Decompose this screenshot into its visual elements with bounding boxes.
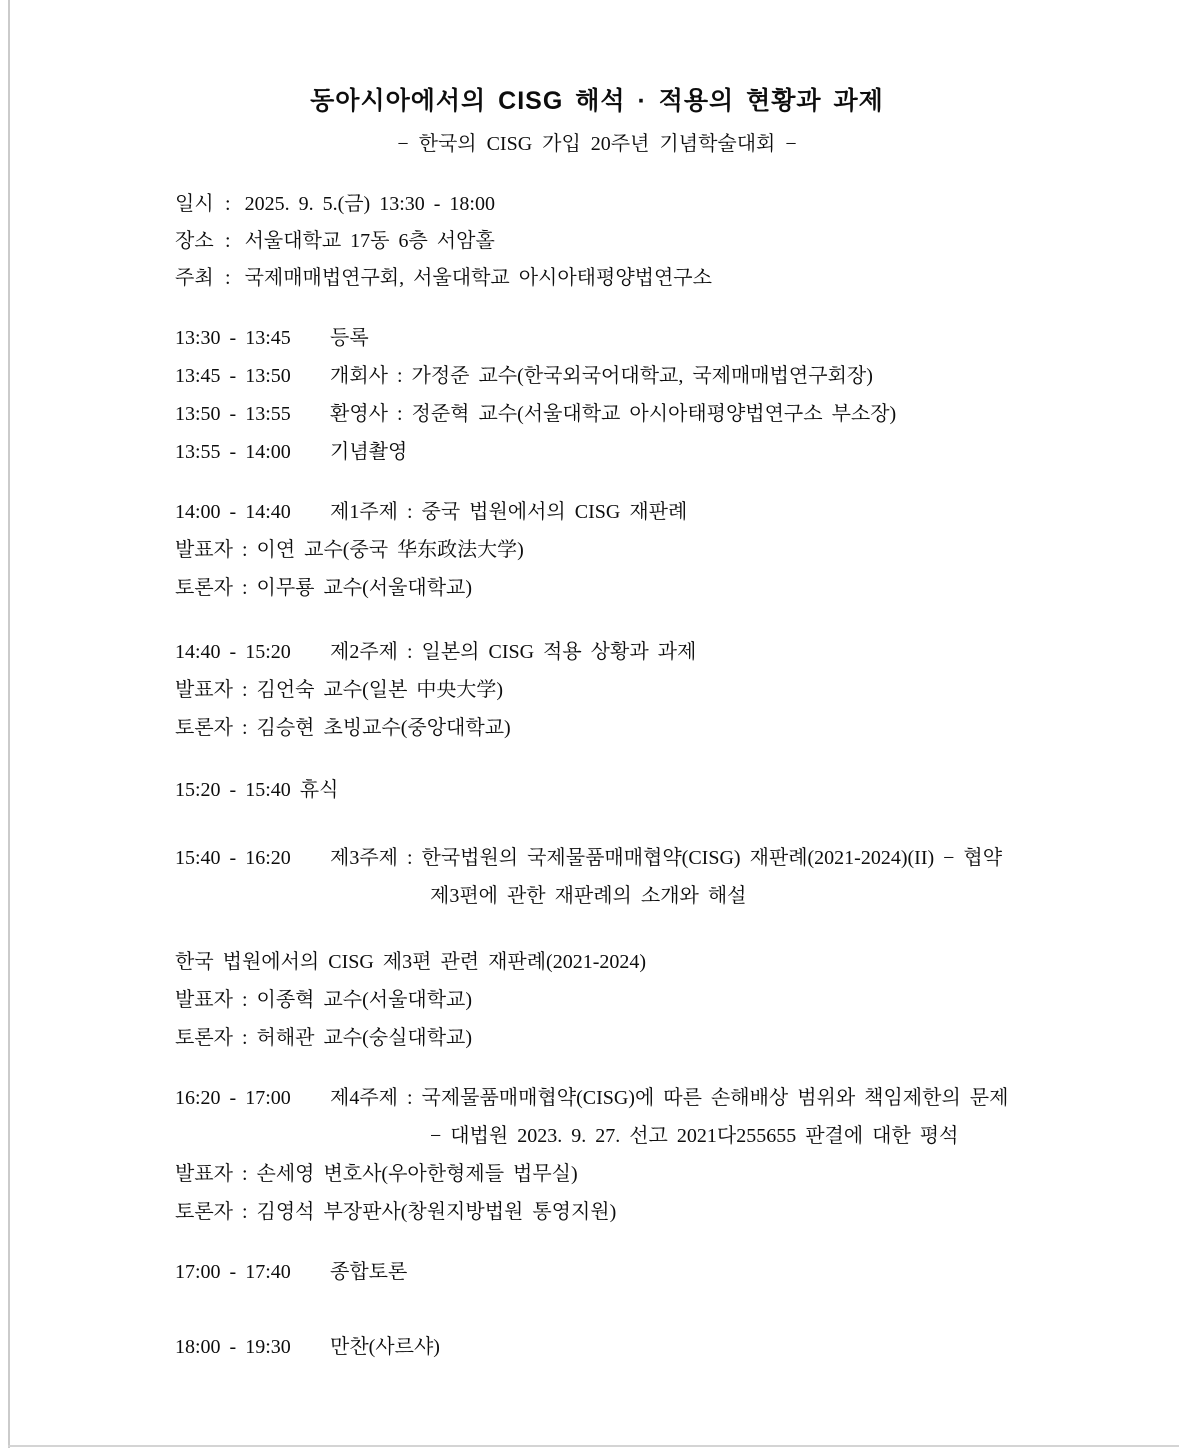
session-title-row [175,839,1019,915]
schedule-row-registration [175,319,1019,357]
time-range: 17:00 - 17:40 [175,1261,291,1283]
event-label: 종합토론 [330,1261,408,1283]
schedule-row-dinner [175,1328,1019,1366]
presenter-line: 발표자 : 김언숙 교수(일본 中央大学) [175,679,504,701]
time-range: 13:55 - 14:00 [175,441,291,463]
schedule-row-photo [175,433,1019,471]
time-range: 18:00 - 19:30 [175,1336,291,1358]
time-range: 13:30 - 13:45 [175,327,291,349]
meta-label: 장소 [175,230,214,252]
schedule-row-opening-remarks [175,357,1019,395]
session-title-line2: − 대법원 2023. 9. 27. 선고 2021다255655 판결에 대한 평석 [430,1125,959,1147]
schedule-row-welcome-remarks [175,395,1019,433]
meta-separator: : [225,193,231,215]
session-2 [175,633,1019,747]
meta-value: 국제매매법연구회, 서울대학교 아시아태평양법연구소 [244,267,712,289]
opening-schedule [175,319,1019,471]
session-title-row [175,1079,1019,1155]
time-range: 13:50 - 13:55 [175,403,291,425]
session-title-row [175,633,1019,671]
event-label: 기념촬영 [330,441,408,463]
event-label: 환영사 : 정준혁 교수(서울대학교 아시아태평양법연구소 부소장) [330,403,897,425]
event-meta [175,186,1019,297]
session-4 [175,1079,1019,1231]
session-title-line1: 제4주제 : 국제물품매매협약(CISG)에 따른 손해배상 범위와 책임제한의 문제 [330,1087,1009,1109]
closing-schedule [175,1253,1019,1366]
session-3 [175,839,1019,1057]
subtopic-line: 한국 법원에서의 CISG 제3편 관련 재판례(2021-2024) [175,951,647,973]
event-label: 만찬(사르샤) [330,1336,440,1358]
presenter-line: 발표자 : 이종혁 교수(서울대학교) [175,989,473,1011]
meta-label: 일시 [175,193,214,215]
session-title-row [175,493,1019,531]
session-title: 제1주제 : 중국 법원에서의 CISG 재판례 [330,501,688,523]
discussant-line: 토론자 : 이무룡 교수(서울대학교) [175,577,473,599]
event-label: 개회사 : 가정준 교수(한국외국어대학교, 국제매매법연구회장) [330,365,873,387]
discussant-line: 토론자 : 김영석 부장판사(창원지방법원 통영지원) [175,1201,617,1223]
session-title: 제2주제 : 일본의 CISG 적용 상황과 과제 [330,641,697,663]
time-range: 14:40 - 15:20 [175,641,291,663]
discussant-line: 토론자 : 허해관 교수(숭실대학교) [175,1027,473,1049]
meta-value: 2025. 9. 5.(금) 13:30 - 18:00 [244,193,495,215]
break-label: 15:20 - 15:40 휴식 [175,779,339,801]
presenter-line: 발표자 : 이연 교수(중국 华东政法大学) [175,539,524,561]
presenter-line: 발표자 : 손세영 변호사(우아한형제들 법무실) [175,1163,578,1185]
discussant-line: 토론자 : 김승현 초빙교수(중앙대학교) [175,717,511,739]
session-title-wrap [330,839,1019,915]
page-title: 동아시아에서의 CISG 해석 · 적용의 현황과 과제 [310,87,884,115]
time-range: 16:20 - 17:00 [175,1087,291,1109]
time-range: 15:40 - 16:20 [175,847,291,869]
meta-host [175,260,1019,297]
meta-venue [175,223,1019,260]
time-range: 14:00 - 14:40 [175,501,291,523]
meta-datetime [175,186,1019,223]
schedule-row-general-discussion [175,1253,1019,1291]
meta-separator: : [225,230,231,252]
meta-separator: : [225,267,231,289]
time-range: 13:45 - 13:50 [175,365,291,387]
scan-edge-bottom [8,1445,1179,1447]
session-1 [175,493,1019,607]
session-title-line2: 제3편에 관한 재판례의 소개와 해설 [430,885,747,907]
event-label: 등록 [330,327,369,349]
session-title-wrap [330,1079,1019,1155]
meta-value: 서울대학교 17동 6층 서암홀 [244,230,495,252]
page-subtitle: − 한국의 CISG 가입 20주년 기념학술대회 − [397,133,797,155]
break-row [175,771,1019,809]
session-3-details [175,943,1019,1057]
session-title-line1: 제3주제 : 한국법원의 국제물품매매협약(CISG) 재판례(2021-2024)(II) − 협약 [330,847,1003,869]
meta-label: 주최 [175,267,214,289]
